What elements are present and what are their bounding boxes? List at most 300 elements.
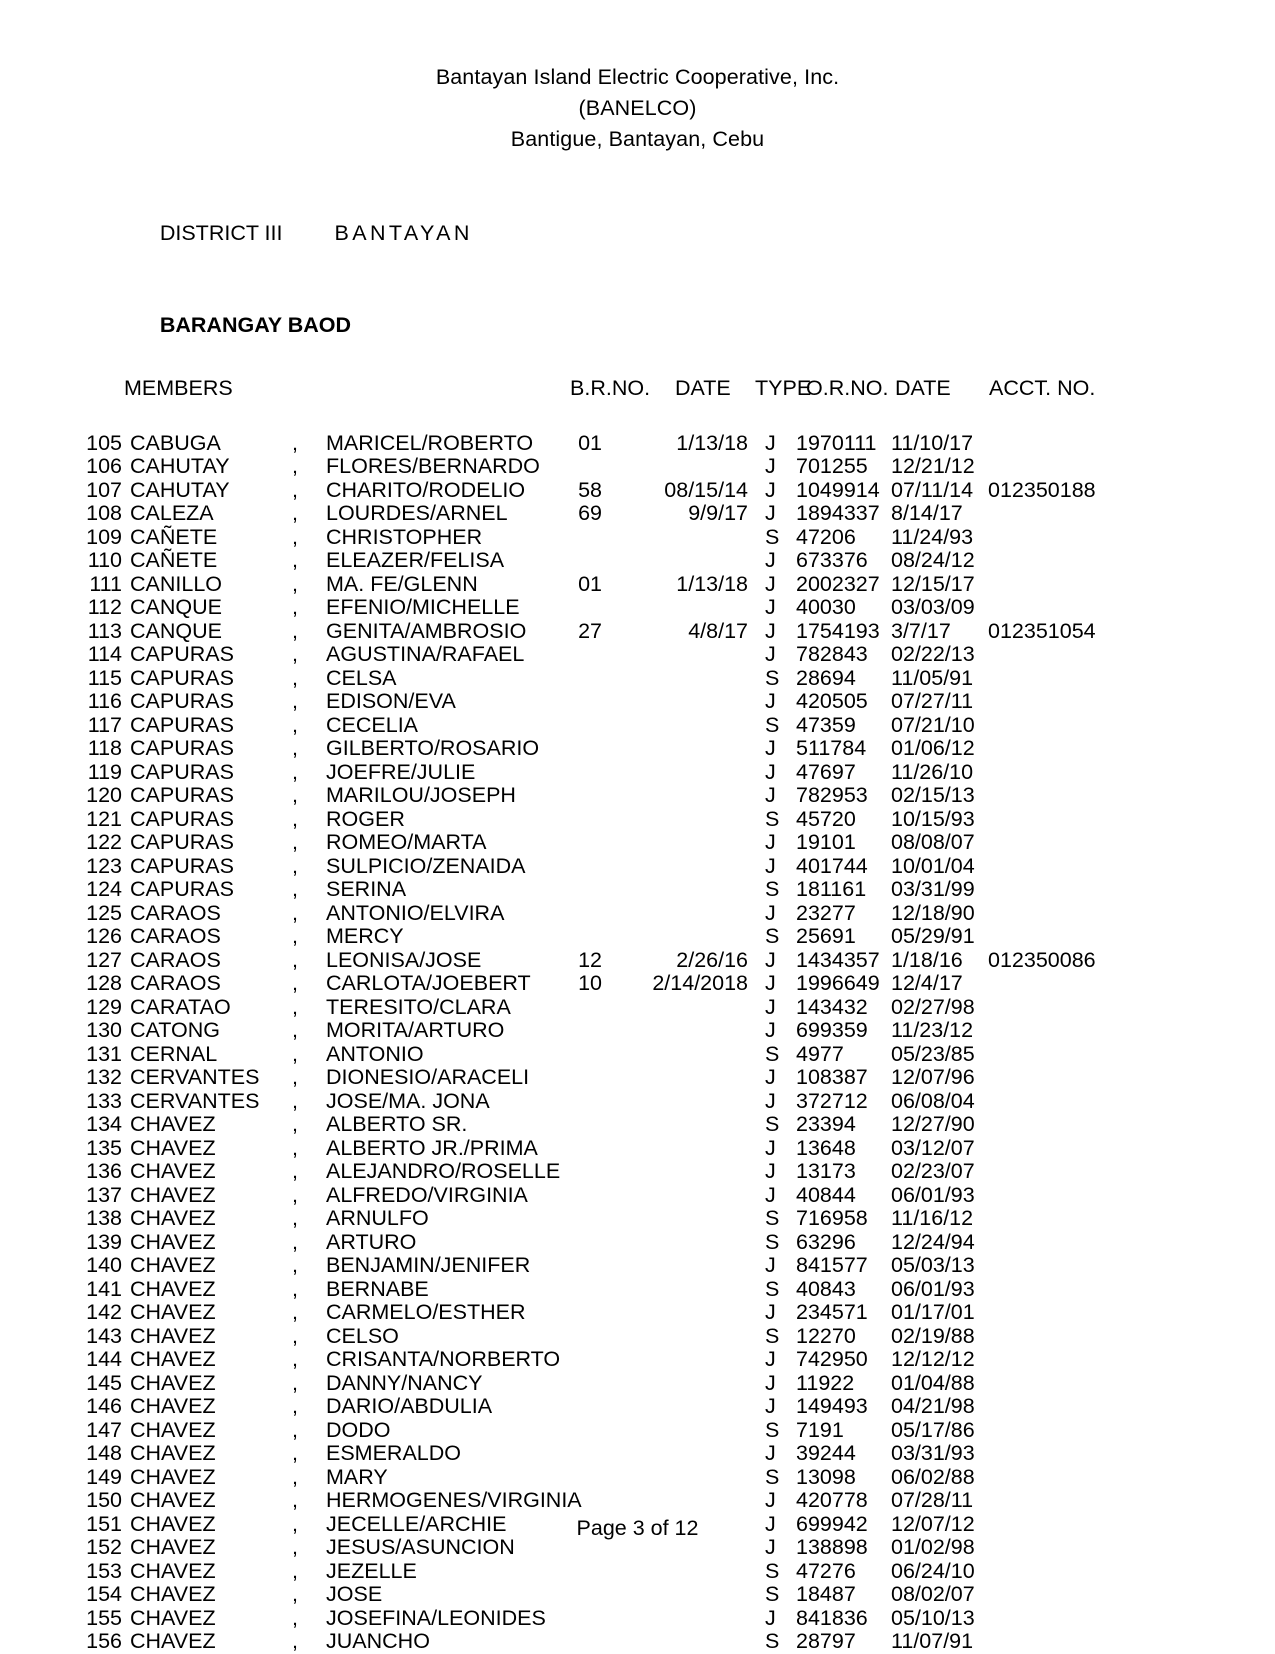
column-header-or-date: DATE [895,375,951,400]
row-br-no: 12 [578,947,602,972]
row-first-name: ROMEO/MARTA [326,830,487,855]
row-seq: 153 [86,1558,122,1583]
table-row [86,736,1275,760]
row-name-separator: , [292,1417,298,1442]
row-or-date: 05/03/13 [891,1253,975,1278]
row-name-separator: , [292,524,298,549]
row-first-name: ARNULFO [326,1206,429,1231]
row-or-no: 47697 [796,759,856,784]
row-last-name: CHAVEZ [130,1629,216,1654]
table-row [86,501,1275,525]
row-type: J [765,1065,776,1090]
row-first-name: DODO [326,1417,391,1442]
row-type: J [765,1535,776,1560]
row-seq: 152 [86,1535,122,1560]
row-type: S [765,1276,780,1301]
table-row [86,971,1275,995]
table-row [86,1465,1275,1489]
row-last-name: CAPURAS [130,689,234,714]
row-or-no: 699359 [796,1018,868,1043]
row-first-name: EFENIO/MICHELLE [326,595,520,620]
table-row [86,1112,1275,1136]
row-seq: 109 [86,524,122,549]
members-table [0,431,1275,1653]
row-name-separator: , [292,1558,298,1583]
row-last-name: CHAVEZ [130,1276,216,1301]
table-row [86,1418,1275,1442]
row-type: S [765,1629,780,1654]
row-last-name: CHAVEZ [130,1253,216,1278]
row-or-no: 372712 [796,1088,868,1113]
row-type: S [765,1041,780,1066]
row-type: J [765,853,776,878]
table-row [86,1018,1275,1042]
row-name-separator: , [292,1394,298,1419]
row-name-separator: , [292,477,298,502]
row-name-separator: , [292,759,298,784]
row-type: J [765,548,776,573]
row-name-separator: , [292,1370,298,1395]
row-type: S [765,806,780,831]
row-type: J [765,1511,776,1536]
table-row [86,454,1275,478]
row-or-date: 02/19/88 [891,1323,975,1348]
cooperative-acronym: (BANELCO) [578,96,697,121]
row-last-name: CAPURAS [130,712,234,737]
row-name-separator: , [292,994,298,1019]
row-or-no: 234571 [796,1300,868,1325]
table-row [86,1253,1275,1277]
row-seq: 154 [86,1582,122,1607]
column-header-br-no: B.R.NO. [570,375,651,400]
row-name-separator: , [292,454,298,479]
row-first-name: ARTURO [326,1229,417,1254]
municipality-label: BANTAYAN [334,221,473,246]
row-or-no: 1754193 [796,618,880,643]
row-name-separator: , [292,1605,298,1630]
row-or-date: 07/21/10 [891,712,975,737]
row-type: J [765,689,776,714]
table-row [86,1042,1275,1066]
row-or-no: 108387 [796,1065,868,1090]
row-or-date: 01/06/12 [891,736,975,761]
row-or-date: 1/18/16 [891,947,963,972]
row-last-name: CHAVEZ [130,1112,216,1137]
row-last-name: CHAVEZ [130,1558,216,1583]
row-type: S [765,1417,780,1442]
row-last-name: CARATAO [130,994,231,1019]
row-acct-no: 012350086 [988,947,1096,972]
row-first-name: ROGER [326,806,405,831]
row-name-separator: , [292,1582,298,1607]
row-name-separator: , [292,853,298,878]
row-name-separator: , [292,900,298,925]
row-or-no: 39244 [796,1441,856,1466]
row-or-no: 40844 [796,1182,856,1207]
column-header-br-date: DATE [675,375,731,400]
row-type: J [765,971,776,996]
table-row [86,760,1275,784]
row-or-date: 03/12/07 [891,1135,975,1160]
row-seq: 113 [87,618,122,643]
row-or-no: 40843 [796,1276,856,1301]
column-header-acct-no: ACCT. NO. [989,375,1096,400]
row-or-date: 12/12/12 [891,1347,975,1372]
table-row [86,1300,1275,1324]
row-br-no: 01 [578,430,602,455]
row-seq: 129 [86,994,122,1019]
row-seq: 141 [86,1276,122,1301]
row-first-name: CHRISTOPHER [326,524,483,549]
row-last-name: CHAVEZ [130,1582,216,1607]
row-or-date: 08/24/12 [891,548,975,573]
row-seq: 111 [89,571,122,596]
table-row [86,595,1275,619]
row-name-separator: , [292,736,298,761]
row-last-name: CHAVEZ [130,1182,216,1207]
row-name-separator: , [292,1511,298,1536]
row-or-date: 05/17/86 [891,1417,975,1442]
row-or-date: 11/24/93 [891,524,974,549]
row-first-name: DARIO/ABDULIA [326,1394,493,1419]
table-row [86,713,1275,737]
row-last-name: CHAVEZ [130,1347,216,1372]
row-name-separator: , [292,924,298,949]
row-type: J [765,994,776,1019]
row-seq: 108 [86,501,122,526]
row-last-name: CARAOS [130,900,221,925]
row-type: S [765,924,780,949]
row-type: S [765,1323,780,1348]
row-name-separator: , [292,1535,298,1560]
row-or-date: 05/29/91 [891,924,975,949]
row-name-separator: , [292,1629,298,1654]
row-last-name: CHAVEZ [130,1417,216,1442]
row-seq: 117 [87,712,122,737]
row-or-no: 40030 [796,595,856,620]
row-seq: 142 [86,1300,122,1325]
row-first-name: ANTONIO/ELVIRA [326,900,505,925]
row-or-date: 05/23/85 [891,1041,975,1066]
barangay-row [124,279,1275,371]
row-name-separator: , [292,1347,298,1372]
row-or-no: 841836 [796,1605,868,1630]
table-row [86,830,1275,854]
row-br-no: 58 [578,477,602,502]
table-row [86,1347,1275,1371]
row-name-separator: , [292,1300,298,1325]
row-seq: 150 [86,1488,122,1513]
row-or-date: 3/7/17 [891,618,951,643]
barangay-label: BARANGAY [159,312,282,337]
row-first-name: ALBERTO JR./PRIMA [326,1135,538,1160]
row-or-no: 47206 [796,524,856,549]
row-name-separator: , [292,1182,298,1207]
row-seq: 126 [86,924,122,949]
row-seq: 148 [86,1441,122,1466]
row-seq: 151 [86,1511,122,1536]
table-row [86,1183,1275,1207]
row-or-date: 03/31/93 [891,1441,975,1466]
row-first-name: HERMOGENES/VIRGINIA [326,1488,582,1513]
row-last-name: CAPURAS [130,806,234,831]
row-or-date: 12/18/90 [891,900,975,925]
row-first-name: JECELLE/ARCHIE [326,1511,507,1536]
column-header-row [124,373,1275,403]
row-type: J [765,759,776,784]
row-or-no: 1049914 [796,477,880,502]
table-row [86,572,1275,596]
row-seq: 145 [86,1370,122,1395]
row-first-name: ANTONIO [326,1041,424,1066]
row-br-date: 4/8/17 [688,618,748,643]
table-row [86,807,1275,831]
row-or-date: 12/24/94 [891,1229,975,1254]
row-last-name: CABUGA [130,430,221,455]
row-seq: 136 [86,1159,122,1184]
row-or-no: 742950 [796,1347,868,1372]
row-seq: 122 [86,830,122,855]
row-or-no: 23277 [796,900,856,925]
row-name-separator: , [292,783,298,808]
row-type: S [765,1464,780,1489]
row-type: S [765,1229,780,1254]
row-br-date: 08/15/14 [664,477,748,502]
row-seq: 155 [86,1605,122,1630]
row-type: J [765,1394,776,1419]
row-type: J [765,642,776,667]
row-name-separator: , [292,1488,298,1513]
row-or-date: 12/21/12 [891,454,975,479]
cooperative-name: Bantayan Island Electric Cooperative, Inc. [435,65,840,89]
row-name-separator: , [292,689,298,714]
table-row [86,1559,1275,1583]
row-or-date: 03/03/09 [891,595,975,620]
row-or-date: 11/16/12 [891,1206,974,1231]
row-type: J [765,1088,776,1113]
cooperative-address: Bantigue, Bantayan, Cebu [510,127,765,152]
row-or-date: 11/26/10 [891,759,974,784]
row-first-name: AGUSTINA/RAFAEL [326,642,525,667]
row-type: J [765,783,776,808]
row-first-name: CHARITO/RODELIO [326,477,526,502]
row-first-name: MARICEL/ROBERTO [326,430,534,455]
table-row [86,548,1275,572]
row-seq: 132 [86,1065,122,1090]
row-br-date: 2/14/2018 [652,971,748,996]
row-name-separator: , [292,548,298,573]
row-first-name: CELSO [326,1323,399,1348]
row-first-name: LEONISA/JOSE [326,947,482,972]
row-name-separator: , [292,1464,298,1489]
row-seq: 121 [86,806,122,831]
row-last-name: CAPURAS [130,736,234,761]
letterhead [0,0,1275,156]
table-row [86,689,1275,713]
row-last-name: CERVANTES [130,1065,260,1090]
row-name-separator: , [292,1159,298,1184]
row-or-date: 01/04/88 [891,1370,975,1395]
row-name-separator: , [292,806,298,831]
row-last-name: CALEZA [130,501,214,526]
row-or-date: 02/23/07 [891,1159,975,1184]
table-row [86,525,1275,549]
row-or-date: 07/11/14 [891,477,974,502]
row-type: J [765,1370,776,1395]
row-or-date: 11/23/12 [891,1018,974,1043]
row-seq: 105 [86,430,122,455]
row-seq: 139 [86,1229,122,1254]
row-last-name: CHAVEZ [130,1370,216,1395]
row-type: S [765,524,780,549]
row-or-date: 06/24/10 [891,1558,975,1583]
row-seq: 143 [86,1323,122,1348]
row-name-separator: , [292,947,298,972]
row-first-name: SULPICIO/ZENAIDA [326,853,526,878]
row-or-date: 07/27/11 [891,689,974,714]
table-row [86,1371,1275,1395]
row-type: J [765,1488,776,1513]
row-first-name: ELEAZER/FELISA [326,548,505,573]
row-first-name: MERCY [326,924,404,949]
row-first-name: BERNABE [326,1276,429,1301]
row-name-separator: , [292,1135,298,1160]
row-or-date: 05/10/13 [891,1605,975,1630]
row-first-name: MARY [326,1464,388,1489]
row-or-no: 420505 [796,689,868,714]
table-row [86,642,1275,666]
row-seq: 137 [86,1182,122,1207]
row-last-name: CHAVEZ [130,1535,216,1560]
row-seq: 134 [86,1112,122,1137]
district-row [124,188,1275,280]
row-or-date: 01/02/98 [891,1535,975,1560]
row-or-no: 28797 [796,1629,856,1654]
table-row [86,948,1275,972]
row-or-date: 03/31/99 [891,877,975,902]
row-last-name: CHAVEZ [130,1464,216,1489]
row-first-name: CRISANTA/NORBERTO [326,1347,561,1372]
row-type: J [765,430,776,455]
row-first-name: JOSE/MA. JONA [326,1088,490,1113]
row-type: J [765,736,776,761]
row-last-name: CAÑETE [130,548,218,573]
row-or-no: 181161 [796,877,867,902]
row-seq: 127 [86,947,122,972]
row-or-no: 138898 [796,1535,868,1560]
row-or-no: 45720 [796,806,856,831]
row-first-name: ALFREDO/VIRGINIA [326,1182,528,1207]
row-seq: 114 [87,642,122,667]
row-seq: 123 [86,853,122,878]
page-footer [0,1516,1275,1541]
row-or-date: 01/17/01 [891,1300,975,1325]
row-or-date: 12/27/90 [891,1112,975,1137]
row-first-name: FLORES/BERNARDO [326,454,540,479]
row-last-name: CANQUE [130,618,222,643]
row-or-no: 149493 [796,1394,868,1419]
row-br-no: 10 [578,971,602,996]
row-last-name: CAPURAS [130,759,234,784]
row-last-name: CHAVEZ [130,1511,216,1536]
table-row [86,924,1275,948]
row-last-name: CAPURAS [130,665,234,690]
row-last-name: CATONG [130,1018,220,1043]
row-br-date: 2/26/16 [676,947,748,972]
table-row [86,478,1275,502]
row-type: J [765,1182,776,1207]
row-last-name: CAPURAS [130,877,234,902]
row-last-name: CHAVEZ [130,1323,216,1348]
row-last-name: CANILLO [130,571,223,596]
row-type: J [765,477,776,502]
table-row [86,1159,1275,1183]
table-row [86,783,1275,807]
row-last-name: CAPURAS [130,642,234,667]
row-last-name: CHAVEZ [130,1229,216,1254]
row-seq: 106 [86,454,122,479]
row-seq: 120 [86,783,122,808]
report-meta [0,188,1275,403]
table-row [86,619,1275,643]
row-or-date: 08/08/07 [891,830,975,855]
row-last-name: CHAVEZ [130,1300,216,1325]
column-header-members: MEMBERS [124,375,233,400]
row-last-name: CHAVEZ [130,1441,216,1466]
row-seq: 156 [86,1629,122,1654]
row-last-name: CHAVEZ [130,1605,216,1630]
row-seq: 149 [86,1464,122,1489]
row-or-date: 06/01/93 [891,1276,975,1301]
row-type: S [765,665,780,690]
row-br-no: 27 [578,618,602,643]
row-name-separator: , [292,1323,298,1348]
row-first-name: DANNY/NANCY [326,1370,483,1395]
row-or-date: 8/14/17 [891,501,963,526]
row-type: J [765,1300,776,1325]
row-first-name: LOURDES/ARNEL [326,501,508,526]
row-type: S [765,712,780,737]
row-name-separator: , [292,830,298,855]
row-name-separator: , [292,1276,298,1301]
row-or-date: 02/27/98 [891,994,975,1019]
row-or-date: 11/05/91 [891,665,974,690]
row-seq: 110 [87,548,122,573]
table-row [86,1324,1275,1348]
table-row [86,995,1275,1019]
row-or-no: 11922 [796,1370,855,1395]
column-header-type: TYPE [755,375,812,400]
row-last-name: CAPURAS [130,830,234,855]
table-row [86,1089,1275,1113]
row-first-name: JUANCHO [326,1629,430,1654]
row-first-name: JESUS/ASUNCION [326,1535,515,1560]
row-seq: 118 [87,736,122,761]
row-or-no: 716958 [796,1206,868,1231]
row-or-date: 12/07/12 [891,1511,975,1536]
row-first-name: CARLOTA/JOEBERT [326,971,531,996]
row-type: S [765,1558,780,1583]
barangay-name: BAOD [287,312,352,337]
row-or-no: 19101 [796,830,856,855]
row-name-separator: , [292,1112,298,1137]
row-seq: 147 [86,1417,122,1442]
table-row [86,1582,1275,1606]
row-last-name: CANQUE [130,595,222,620]
table-row [86,1629,1275,1653]
row-seq: 140 [86,1253,122,1278]
row-name-separator: , [292,595,298,620]
